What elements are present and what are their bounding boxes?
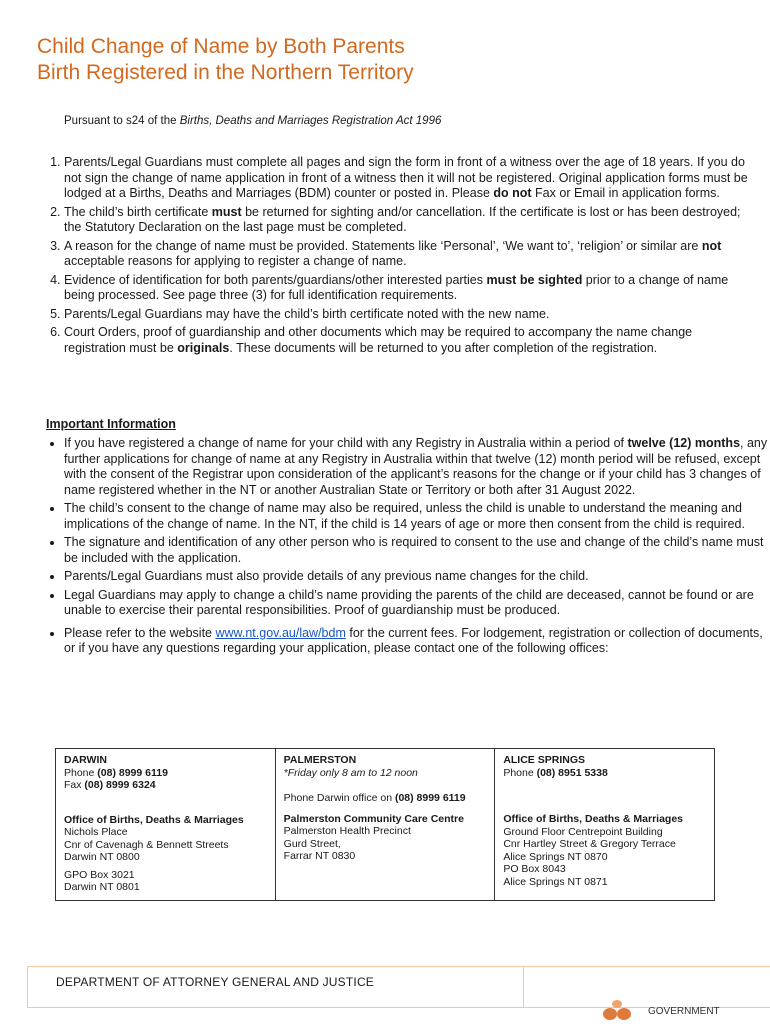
office-alice-springs bbox=[495, 749, 715, 901]
requirement-text: The child’s birth certificate bbox=[64, 204, 212, 219]
address-line: Alice Springs NT 0870 bbox=[503, 850, 608, 863]
requirement-text: acceptable reasons for applying to register a change of name. bbox=[64, 254, 407, 268]
requirement-text: . These documents will be returned to you after completion of the registration. bbox=[229, 340, 658, 355]
address-line: Gurd Street, bbox=[283, 837, 341, 850]
requirement-item bbox=[64, 325, 754, 356]
offices-table bbox=[55, 748, 715, 901]
requirement-item bbox=[64, 307, 754, 323]
info-item: • The signature and identification of any other person who is required to consent to the use and change of the child’s name must be included with the application. bbox=[64, 535, 769, 566]
requirement-emphasis: not bbox=[701, 238, 722, 253]
address-line: GPO Box 3021 bbox=[64, 868, 135, 881]
requirement-text: Court Orders, proof of guardianship and other documents which may be required to accompany the name change registration must be bbox=[64, 325, 693, 355]
title-line-2: Birth Registered in the Northern Territory bbox=[37, 61, 414, 84]
phone-number: (08) 8951 5338 bbox=[536, 766, 608, 779]
department-name: DEPARTMENT OF ATTORNEY GENERAL AND JUSTICE bbox=[56, 975, 375, 989]
office-phone bbox=[503, 767, 706, 780]
requirement-emphasis: originals bbox=[177, 340, 230, 355]
requirement-emphasis: must be sighted bbox=[486, 272, 583, 287]
address-line: PO Box 8043 bbox=[503, 863, 566, 875]
address-line: Cnr of Cavenagh & Bennett Streets bbox=[64, 838, 229, 851]
info-text: If you have registered a change of name for your child with any Registry in Australia within a period of bbox=[64, 436, 628, 450]
info-item: • Legal Guardians may apply to change a child’s name providing the parents of the child are deceased, cannot be found or are unable to exercise their parental responsibilities. Proof of guardianship must be produced. bbox=[64, 588, 769, 619]
document-title bbox=[37, 34, 414, 86]
hours-text: *Friday only 8 am to 12 noon bbox=[283, 766, 418, 779]
info-item: • The child’s consent to the change of name may also be required, unless the child is unable to understand the meaning and implications of the change of name. In the NT, if the child is 14 years of age or more then consent from the child is required. bbox=[64, 501, 769, 532]
address-line: Darwin NT 0801 bbox=[64, 881, 140, 893]
office-title: Office of Births, Deaths & Marriages bbox=[64, 813, 244, 826]
footer-divider bbox=[523, 967, 524, 1007]
important-info-list bbox=[20, 436, 769, 660]
info-item: • Parents/Legal Guardians must also provide details of any previous name changes for the child. bbox=[64, 569, 769, 585]
requirement-text: Parents/Legal Guardians must complete all pages and sign the form in front of a witness over the age of 18 years. If you do not sign the change of name application in front of a witness then it will not be registered. Original application forms must be lodged at a Births, Deaths and Marriages (BDM) counter or posted in. Please bbox=[64, 155, 748, 200]
phone-number: (08) 8999 6119 bbox=[97, 766, 168, 779]
address-line: Nichols Place bbox=[64, 826, 128, 838]
requirement-emphasis: must bbox=[211, 204, 242, 219]
office-name: DARWIN bbox=[64, 754, 107, 766]
phone-label: Phone bbox=[64, 766, 98, 779]
address-line: Alice Springs NT 0871 bbox=[503, 875, 608, 888]
title-line-1: Child Change of Name by Both Parents bbox=[37, 35, 405, 58]
info-text: Please refer to the website bbox=[64, 625, 216, 640]
office-name: ALICE SPRINGS bbox=[503, 754, 585, 766]
address-line: Palmerston Health Precinct bbox=[283, 825, 411, 837]
office-darwin bbox=[56, 749, 276, 901]
requirement-item bbox=[64, 239, 754, 270]
office-title: Palmerston Community Care Centre bbox=[283, 812, 464, 825]
requirement-item bbox=[64, 273, 754, 304]
requirement-text: Parents/Legal Guardians may have the child’s birth certificate noted with the new name. bbox=[64, 306, 550, 321]
requirement-emphasis: do not bbox=[493, 186, 532, 200]
info-text: , any further applications for change of name at any Registry in Australia within that twelve (12) month period will be refused, except with the consent of the Registrar upon consideration of the applicant’s reasons for the change or if your child has 3 changes of name registered whether in the NT or another Australian State or Territory or both after 31 August 2022. bbox=[64, 436, 768, 497]
address-line: Darwin NT 0800 bbox=[64, 851, 140, 863]
office-fax bbox=[64, 779, 267, 792]
office-title: Office of Births, Deaths & Marriages bbox=[503, 813, 684, 825]
nt-government-logo bbox=[598, 996, 728, 1024]
office-hours bbox=[284, 767, 487, 780]
pursuant-prefix: Pursuant to s24 of the bbox=[64, 115, 180, 127]
pursuant-statement bbox=[64, 115, 441, 127]
address-line: Farrar NT 0830 bbox=[283, 850, 356, 862]
info-item bbox=[64, 436, 769, 498]
office-name: PALMERSTON bbox=[283, 754, 357, 766]
fax-label: Fax bbox=[64, 779, 85, 791]
info-text: for the current fees. For lodgement, registration or collection of documents, or if you have any questions regarding your application, please contact one of the following offices: bbox=[64, 625, 763, 655]
address-line: Ground Floor Centrepoint Building bbox=[503, 825, 663, 838]
requirement-text: A reason for the change of name must be provided. Statements like ‘Personal’, ‘We want to’, ‘religion’ or similar are bbox=[64, 238, 702, 253]
bdm-website-link[interactable]: www.nt.gov.au/law/bdm bbox=[215, 625, 346, 640]
requirement-text: prior to a change of name being processed. See page three (3) for full identification requirements. bbox=[64, 272, 729, 302]
requirement-item bbox=[64, 155, 754, 202]
requirement-text: Fax or Email in application forms. bbox=[531, 186, 720, 200]
important-heading: Important Information bbox=[46, 417, 176, 431]
logo-text: GOVERNMENT bbox=[648, 1006, 720, 1017]
act-name: Births, Deaths and Marriages Registration Act 1996 bbox=[179, 115, 442, 127]
office-phone bbox=[64, 767, 267, 780]
office-phone bbox=[284, 792, 487, 805]
fax-number: (08) 8999 6324 bbox=[84, 779, 156, 791]
office-palmerston bbox=[275, 749, 495, 901]
requirement-item bbox=[64, 205, 754, 236]
logo-mark-icon bbox=[598, 996, 648, 1024]
info-emphasis: twelve (12) months bbox=[627, 436, 741, 450]
requirement-text: be returned for sighting and/or cancellation. If the certificate is lost or has been destroyed; the Statutory Declaration on the last page must be completed. bbox=[64, 204, 741, 234]
requirement-text: Evidence of identification for both parents/guardians/other interested parties bbox=[64, 272, 487, 287]
phone-number: (08) 8999 6119 bbox=[394, 792, 466, 804]
address-line: Cnr Hartley Street & Gregory Terrace bbox=[503, 838, 676, 850]
phone-label: Phone Darwin office on bbox=[283, 792, 395, 804]
phone-label: Phone bbox=[503, 766, 537, 779]
requirements-list bbox=[20, 155, 754, 359]
info-item bbox=[64, 626, 769, 657]
